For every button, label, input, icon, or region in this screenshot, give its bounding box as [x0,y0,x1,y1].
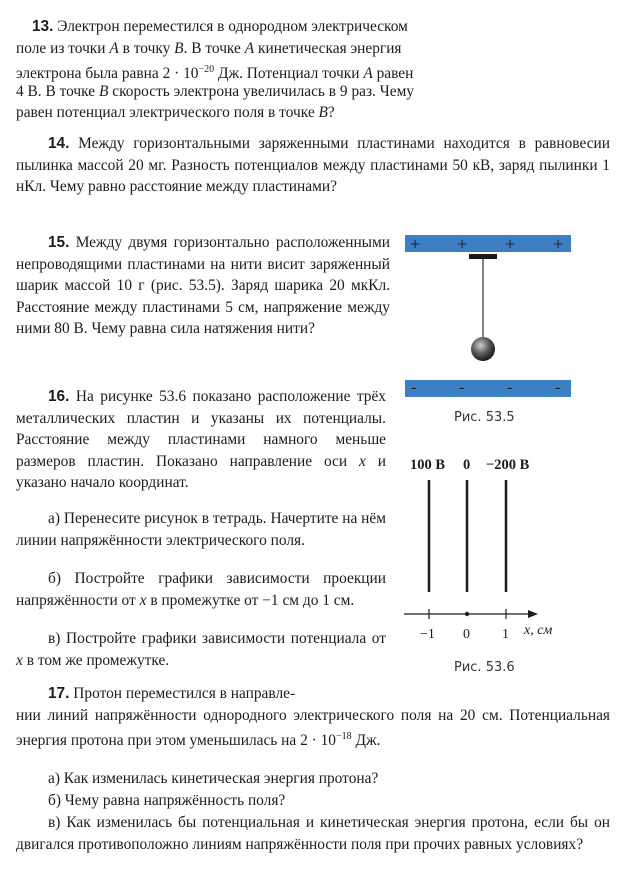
bottom-plate [405,380,571,397]
problem-15 [16,232,390,340]
svg-text:-: - [411,379,417,396]
svg-text:-: - [555,379,561,396]
svg-text:100 В: 100 В [410,457,446,473]
problem-15-number: 15. [48,234,70,251]
problem-13-line-5: равен потенциал электрического поля в точке B? [16,104,335,122]
svg-text:1: 1 [502,627,509,642]
charged-ball [471,337,495,361]
problem-13-line-4: 4 В. В точке B скорость электрона увеличилась в 9 раз. Чему [16,82,415,100]
problem-17-part-a: а) Как изменилась кинетическая энергия протона? [48,770,379,787]
problem-17-first-line: 17. Протон переместился в направле- [48,685,296,702]
svg-text:0: 0 [463,627,470,642]
problem-13-number: 13. [32,18,54,35]
problem-13-line-2: поле из точки A в точку B. В точке A кинетическая энергия [16,39,402,57]
svg-text:0: 0 [463,457,471,473]
svg-text:-: - [459,379,465,396]
problem-16-part-c: в) Постройте графики зависимости потенциала от x в том же промежутке. [16,630,386,669]
problem-13-line-3: электрона была равна $2 \cdot 10^{-20}$ Дж. Потенциал точки A равен [16,64,414,83]
problem-17-part-b: б) Чему равна напряжённость поля? [48,792,286,809]
problem-17-part-c: в) Как изменилась бы потенциальная и кинетическая энергия протона, если бы он двигался противоположно линиям напряжённости поля при прочих равных условиях? [16,814,610,853]
svg-text:+: + [505,234,516,254]
figure-53-6-caption: Рис. 53.6 [454,660,515,675]
problem-16-text: 16. На рисунке 53.6 показано расположение трёх металлических пластин и указаны их потенциалы. Расстояние между пластинами намного меньше размеров пластин. Показано направление оси x и указано начало координат. [16,388,387,492]
problem-13-line-1: 13. Электрон переместился в однородном электрическом [32,18,408,35]
figure-53-5 [405,230,571,410]
problem-16-part-a: а) Перенесите рисунок в тетрадь. Начертите на нём линии напряжённости электрического поля. [16,510,386,549]
plate-potentials [410,457,530,473]
svg-text:+: + [553,234,564,254]
x-axis-arrow-icon [528,610,538,618]
svg-text:−200 В: −200 В [486,457,530,473]
svg-text:+: + [457,234,468,254]
problem-16-number: 16. [48,388,70,405]
problem-16-part-b: б) Постройте графики зависимости проекции напряжённости от x в промежутке от −1 см до 1 см. [16,570,386,609]
svg-text:+: + [410,234,421,254]
problem-15-text: Между двумя горизонтально расположенными непроводящими пластинами на нити висит заряженный шарик массой 10 г (рис. 53.5). Заряд шарика 20 мкКл. Расстояние между пластинами 5 см, напряжение между ними 80 В. Чему равна сила натяжения нити? [16,234,390,338]
problem-14-number: 14. [48,135,70,152]
origin-dot [465,612,469,616]
problem-17-number: 17. [48,685,70,702]
axis-label: x, см [524,623,553,638]
problem-14-text: Между горизонтальными заряженными пластинами находится в равновесии пылинка массой 20 мг. Разность потенциалов между пластинами 50 кВ, заряд пылинки 1 нКл. Чему равно расстояние между пластинами? [16,135,610,196]
svg-text:−1: −1 [420,627,435,642]
svg-text:-: - [507,379,513,396]
figure-53-6 [400,450,600,650]
thread-mount [469,254,497,259]
figure-53-5-caption: Рис. 53.5 [454,410,515,425]
problem-17-text: нии линий напряжённости однородного электрического поля на 20 см. Потенциальная энергия протона при этом уменьшилась на $2 \cdot 10^{-18}$ Дж. [16,706,610,750]
tick-labels [420,627,509,642]
problem-14 [16,133,610,198]
top-plate [405,235,571,252]
